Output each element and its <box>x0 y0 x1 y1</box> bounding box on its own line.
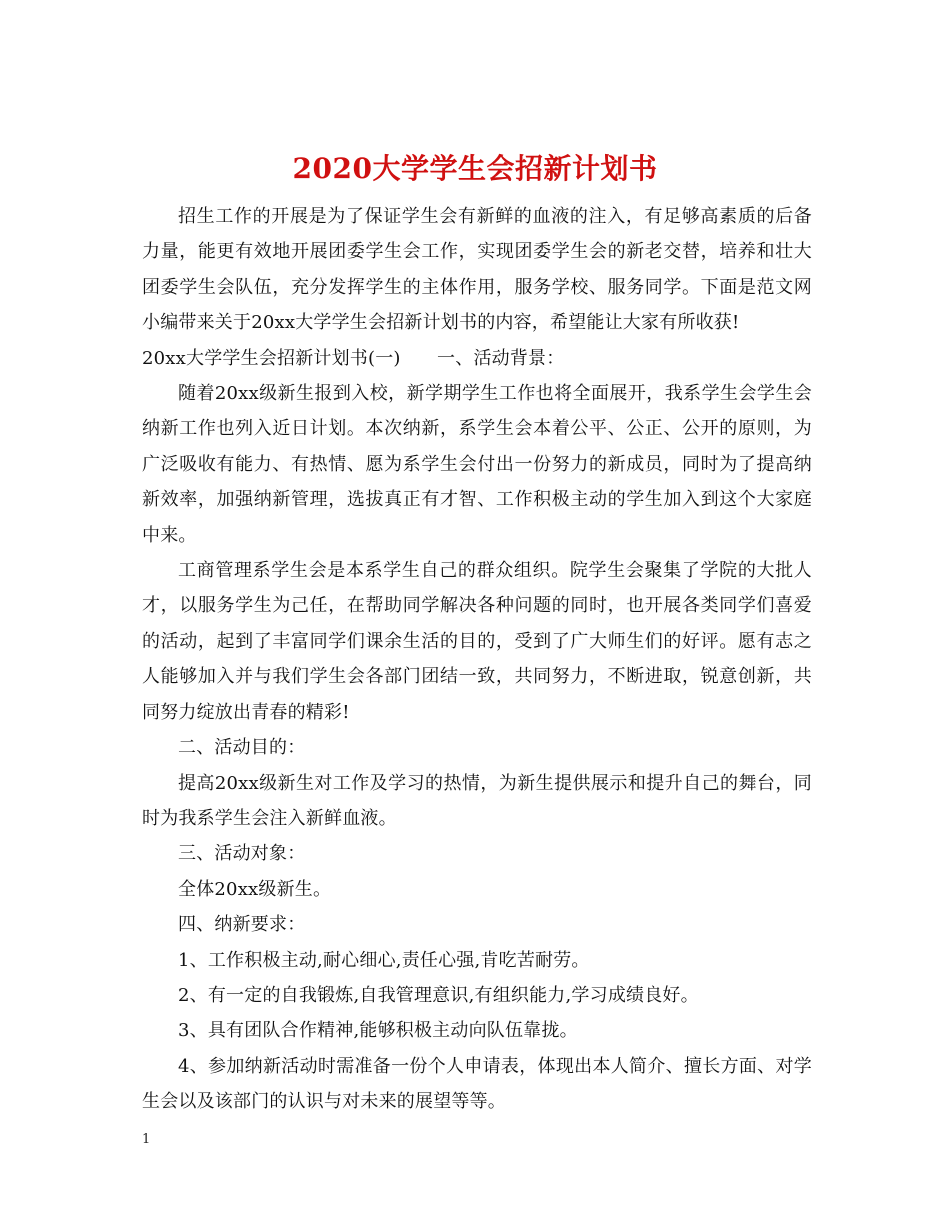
requirement-item-3: 3、具有团队合作精神,能够积极主动向队伍靠拢。 <box>178 1020 578 1042</box>
document-body <box>142 199 812 1120</box>
section-heading-target: 三、活动对象： <box>178 843 306 865</box>
requirement-item-2: 2、有一定的自我锻炼,自我管理意识,有组织能力,学习成绩良好。 <box>178 984 699 1006</box>
background-paragraph-1: 随着20xx级新生报到入校，新学期学生工作也将全面展开，我系学生会学生会纳新工作也列入近日计划。本次纳新，系学生会本着公平、公正、公开的原则，为广泛吸收有能力、有热情、愿为系学生会付出一份努力的新成员，同时为了提高纳新效率，加强纳新管理，选拔真正有才智、工作积极主动的学生加入到这个大家庭中来。 <box>142 383 812 546</box>
purpose-paragraph: 提高20xx级新生对工作及学习的热情，为新生提供展示和提升自己的舞台，同时为我系学生会注入新鲜血液。 <box>142 772 812 829</box>
requirement-item-1: 1、工作积极主动,耐心细心,责任心强,肯吃苦耐劳。 <box>178 949 590 971</box>
section-heading-purpose: 二、活动目的： <box>178 737 306 759</box>
requirement-item-4: 4、参加纳新活动时需准备一份个人申请表，体现出本人简介、擅长方面、对学生会以及该部门的认识与对未来的展望等等。 <box>142 1055 812 1113</box>
intro-paragraph: 招生工作的开展是为了保证学生会有新鲜的血液的注入，有足够高素质的后备力量，能更有效地开展团委学生会工作，实现团委学生会的新老交替，培养和壮大团委学生会队伍，充分发挥学生的主体作用，服务学校、服务同学。下面是范文网小编带来关于20xx大学学生会招新计划书的内容，希望能让大家有所收获! <box>142 206 812 334</box>
section-heading-requirements: 四、纳新要求： <box>178 914 306 936</box>
page-number: 1 <box>142 1132 151 1147</box>
target-paragraph: 全体20xx级新生。 <box>178 878 332 900</box>
background-paragraph-2: 工商管理系学生会是本系学生自己的群众组织。院学生会聚集了学院的大批人才，以服务学生为己任，在帮助同学解决各种问题的同时，也开展各类同学们喜爱的活动，起到了丰富同学们课余生活的目的，受到了广大师生们的好评。愿有志之人能够加入并与我们学生会各部门团结一致，共同努力，不断进取，锐意创新，共同努力绽放出青春的精彩! <box>142 560 812 723</box>
section-heading-background: 20xx大学学生会招新计划书(一) 一、活动背景： <box>142 347 565 369</box>
document-title: 2020大学学生会招新计划书 <box>292 151 658 185</box>
